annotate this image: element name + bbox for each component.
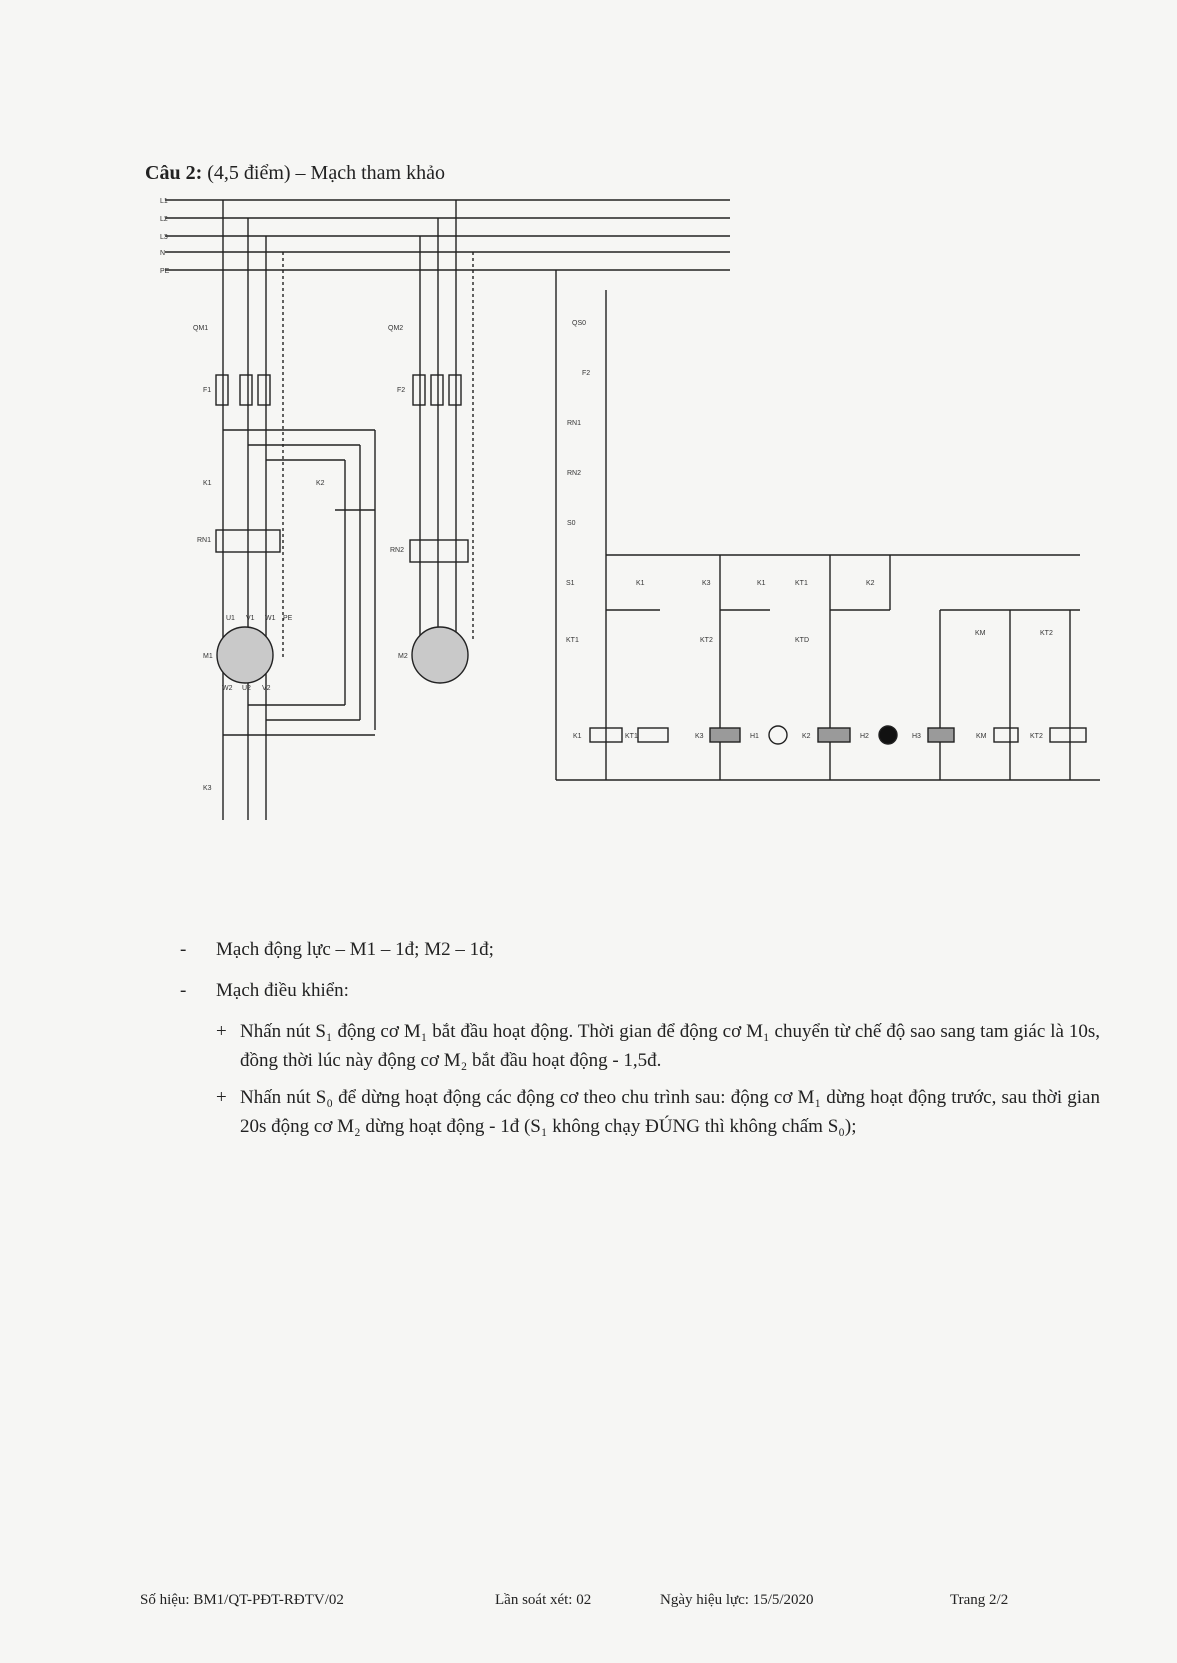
bus-label-1: L1 [160, 198, 168, 205]
footer-review: Lần soát xét: 02 [495, 1592, 592, 1608]
lamp-h3: H3 [912, 733, 921, 740]
k2-power-label: K2 [316, 480, 325, 487]
rn1-label: RN1 [197, 537, 212, 544]
question-points: (4,5 điểm) [207, 162, 291, 184]
question-label: Câu 2: [145, 162, 203, 184]
terminal-pe: PE [283, 615, 293, 622]
k1-power-label: K1 [203, 480, 212, 487]
motor-2-symbol [412, 627, 468, 683]
bullet-dash: - [180, 939, 187, 960]
subitem-s0 [180, 1083, 1100, 1141]
item-text: Mạch động lực – M1 – 1đ; M2 – 1đ; [216, 939, 494, 960]
subitem-text: Nhấn nút S₁ động cơ M₁ bắt đầu hoạt động. Thời gian để động cơ M₁ chuyển từ chế độ sao sang tam giác là 10s, đồng thời lúc này động cơ M₂ bắt đầu hoạt động - 1,5đ. [240, 1021, 1100, 1071]
km-contact-label: KM [975, 630, 986, 637]
lamp-h1: H1 [750, 733, 759, 740]
coil-kt1: KT1 [625, 733, 638, 740]
bus-label-2: L2 [160, 216, 168, 223]
control-circuit [556, 270, 1100, 780]
k2-contact-label: K2 [866, 580, 875, 587]
footer-page: Trang 2/2 [950, 1592, 1009, 1608]
footer-code: Số hiệu: BM1/QT-PĐT-RĐTV/02 [140, 1592, 344, 1608]
rn1-control-label: RN1 [567, 420, 582, 427]
coil-k1: K1 [573, 733, 582, 740]
f2-control-label: F2 [582, 370, 591, 377]
bus-label-3: L3 [160, 234, 168, 241]
qs0-label: QS0 [572, 320, 587, 327]
coil-k2: K2 [802, 733, 811, 740]
terminal-v2: V2 [262, 685, 271, 692]
subitem-text: Nhấn nút S₀ để dừng hoạt động các động cơ theo chu trình sau: động cơ M₁ dừng hoạt động trước, sau thời gian 20s động cơ M₂ dừng hoạt động - 1đ (S₁ không chạy ĐÚNG thì không chấm S₀); [240, 1087, 1100, 1137]
kt2-contact-label: KT2 [700, 637, 713, 644]
k1-contact-label: K1 [757, 580, 766, 587]
k3-power-label: K3 [203, 785, 212, 792]
terminal-v1: V1 [246, 615, 255, 622]
coil-kt2: KT2 [1030, 733, 1043, 740]
bus-label-5: PE [160, 268, 170, 275]
item-control-circuit [180, 976, 1100, 1005]
s0-label: S0 [567, 520, 576, 527]
qm2-label: QM2 [388, 325, 404, 332]
question-sep: – [290, 162, 311, 184]
bullet-dash: - [180, 980, 187, 1001]
m2-label: M2 [398, 653, 408, 660]
kt1-contact-label: KT1 [795, 580, 808, 587]
m1-label: M1 [203, 653, 213, 660]
ktd-contact-label: KTD [795, 637, 809, 644]
coil-k3: K3 [695, 733, 704, 740]
coil-km: KM [976, 733, 987, 740]
f1-label: F1 [203, 387, 212, 394]
item-text: Mạch điều khiển: [216, 980, 349, 1001]
bus-label-4: N [160, 250, 166, 257]
terminal-w2: W2 [222, 685, 233, 692]
circuit-diagram [0, 180, 1177, 860]
lamp-h2: H2 [860, 733, 869, 740]
kt2-nc-label: KT2 [1040, 630, 1053, 637]
motor-1-symbol [217, 627, 273, 683]
kt1-nc-label: KT1 [566, 637, 579, 644]
f2-label: F2 [397, 387, 406, 394]
footer-effective: Ngày hiệu lực: 15/5/2020 [660, 1592, 814, 1608]
item-power-circuit [180, 935, 1100, 964]
k3-contact-label: K3 [702, 580, 711, 587]
rn2-label: RN2 [390, 547, 405, 554]
power-circuit-m1 [216, 200, 375, 820]
k1-hold-label: K1 [636, 580, 645, 587]
terminal-u1: U1 [226, 615, 235, 622]
subitem-s1 [180, 1017, 1100, 1075]
terminal-u2: U2 [242, 685, 251, 692]
question-title: Mạch tham khảo [310, 162, 445, 184]
qm1-label: QM1 [193, 325, 209, 332]
terminal-w1: W1 [265, 615, 276, 622]
s1-label: S1 [566, 580, 575, 587]
bullet-plus: + [216, 1087, 227, 1108]
power-circuit-m2 [410, 200, 473, 640]
rn2-control-label: RN2 [567, 470, 582, 477]
bullet-plus: + [216, 1021, 227, 1042]
grading-list [180, 935, 1100, 1149]
